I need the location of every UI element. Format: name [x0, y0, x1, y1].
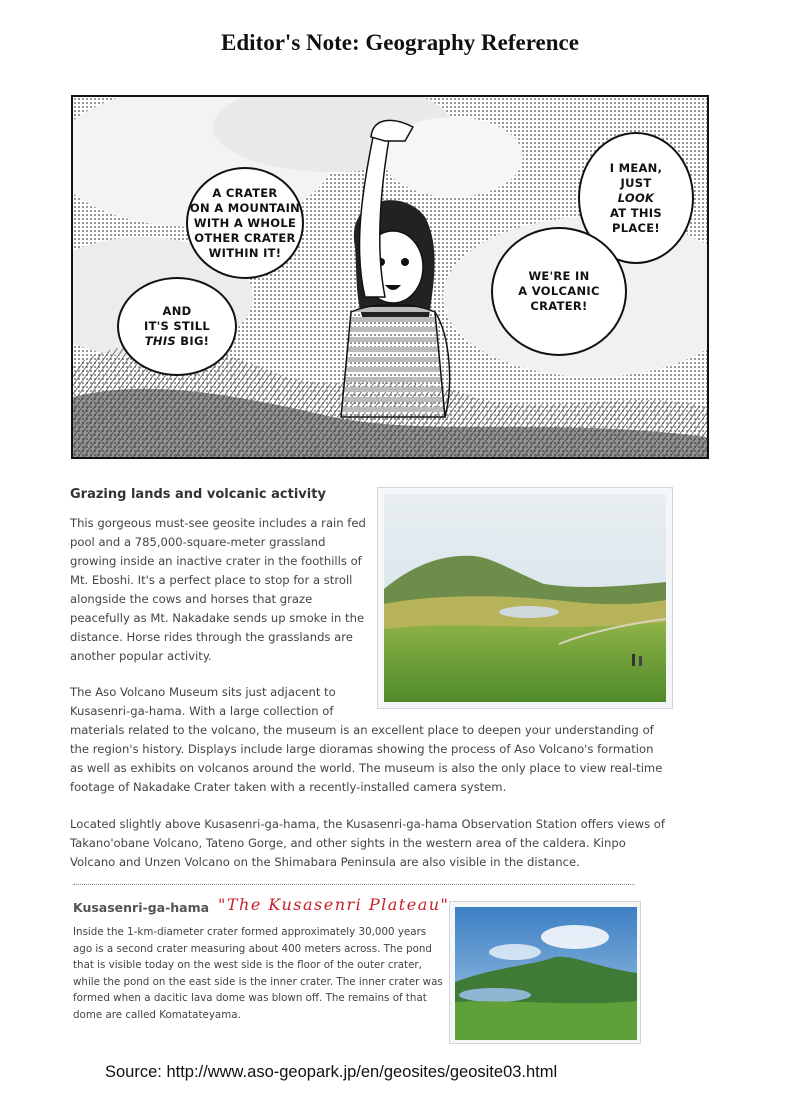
handwritten-note: "The Kusasenri Plateau": [218, 895, 450, 914]
crater-pond-photo: [449, 901, 641, 1044]
manga-panel: [71, 95, 709, 459]
bubble-text-crater: A CRATER ON A MOUNTAIN WITH A WHOLE OTHER CRATER WITHIN IT!: [189, 185, 301, 260]
article-paragraph-3: Located slightly above Kusasenri-ga-hama, the Kusasenri-ga-hama Observation Station offers views of Takano'obane Volcano, Tateno Gorge, and other sights in the western area of the caldera. Kinpo Volcano and Unzen Volcano on the Shimabara Peninsula are also visible in the distance.: [70, 817, 665, 869]
grassland-photo: [377, 487, 673, 709]
article-paragraph-2-top: The Aso Volcano Museum sits just adjacent to Kusasenri-ga-hama. With a large collection of: [70, 685, 336, 718]
section-divider: [73, 884, 635, 885]
crater-pond-image: [455, 907, 637, 1040]
article-paragraph-2-rest: materials related to the volcano, the museum is an excellent place to deepen your understanding of the region's history. Displays include large dioramas showing the process of Aso Volcano's formation as well as exhibits on volcanos around the world. The museum is also the only place to view real-time footage of Nakadake Crater taken with a recently-installed camera system.: [70, 723, 663, 794]
speech-bubble-still-big: [117, 277, 237, 376]
article-paragraph-1: This gorgeous must-see geosite includes a rain fed pool and a 785,000-square-meter grassland growing inside an inactive crater in the foothills of Mt. Eboshi. It's a perfect place to stop for a stroll alongside the cows and horses that graze peacefully as Mt. Nakadake sends up smoke in the distance. Horse rides through the grasslands are another popular activity.: [70, 516, 366, 663]
page-title: Editor's Note: Geography Reference: [221, 30, 579, 55]
crater-landscape-image: [384, 494, 666, 702]
bubble-text-still-big: AND IT'S STILL THIS BIG!: [144, 304, 210, 348]
sub-article-text: Inside the 1-km-diameter crater formed approximately 30,000 years ago is a second crater measuring about 400 meters across. The pond that is visible today on the west side is the floor of the outer crater, while the pond on the east side is the inner crater. The inner crater was formed when a dacitic lava dome was blown off. The remains of that dome are called Komatateyama.: [73, 926, 443, 1021]
speech-bubble-crater: [186, 167, 304, 279]
article-heading: Grazing lands and volcanic activity: [70, 487, 326, 502]
bubble-text-volcanic: WE'RE IN A VOLCANIC CRATER!: [518, 269, 600, 313]
sub-article-heading: Kusasenri-ga-hama: [73, 900, 210, 915]
speech-bubble-volcanic: [491, 227, 627, 356]
source-citation: Source: http://www.aso-geopark.jp/en/geosites/geosite03.html: [105, 1063, 558, 1081]
bubble-text-look: I MEAN, JUST LOOK AT THIS PLACE!: [609, 160, 663, 235]
